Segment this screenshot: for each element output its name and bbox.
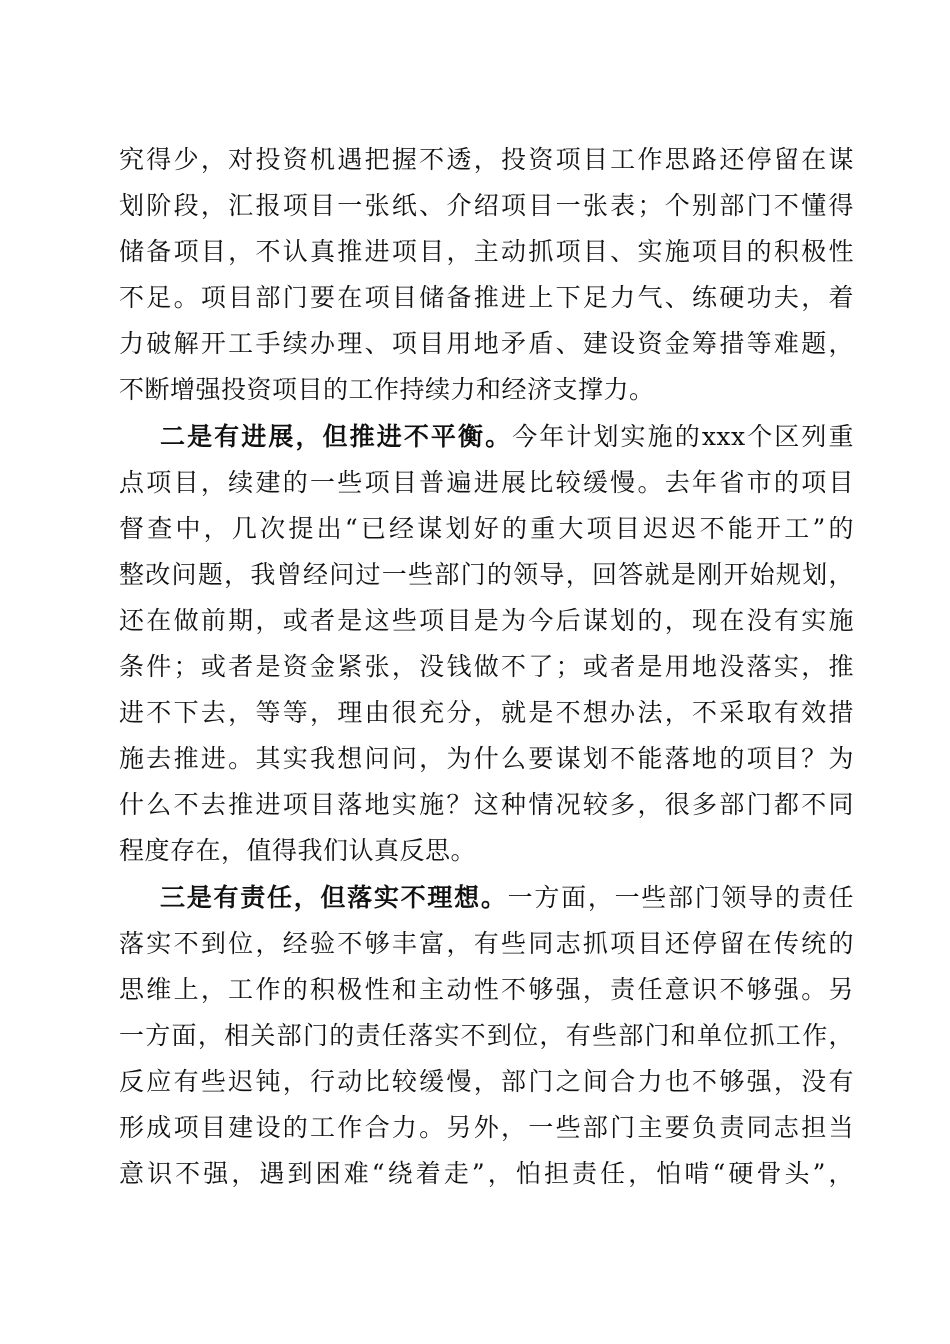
text-line: 程度存在，值得我们认真反思。 — [119, 836, 477, 865]
text-line: 什么不去推进项目落地实施？这种情况较多，很多部门都不同 — [119, 790, 854, 819]
text-line: 不足。项目部门要在项目储备推进上下足力气、练硬功夫，着 — [119, 283, 854, 312]
paragraph-2-first-line — [160, 414, 854, 460]
text-line: 不断增强投资项目的工作持续力和经济支撑力。 — [119, 375, 655, 404]
text-line: 究得少，对投资机遇把握不透，投资项目工作思路还停留在谋 — [119, 145, 854, 174]
text-line: 督查中，几次提出“已经谋划好的重大项目迟迟不能开工”的 — [119, 514, 854, 543]
text-line: 整改问题，我曾经问过一些部门的领导，回答就是刚开始规划， — [119, 560, 854, 589]
text-line: 点项目，续建的一些项目普遍进展比较缓慢。去年省市的项目 — [119, 468, 854, 497]
text-line: 形成项目建设的工作合力。另外，一些部门主要负责同志担当 — [119, 1113, 854, 1142]
paragraph-3-text: 一方面，一些部门领导的责任 — [507, 883, 854, 912]
text-line: 反应有些迟钝，行动比较缓慢，部门之间合力也不够强，没有 — [119, 1067, 854, 1096]
text-line: 还在做前期，或者是这些项目是为今后谋划的，现在没有实施 — [119, 606, 854, 635]
text-line: 意识不强，遇到困难“绕着走”，怕担责任，怕啃“硬骨头”， — [119, 1159, 854, 1188]
paragraph-3-first-line — [160, 875, 854, 921]
text-line: 力破解开工手续办理、项目用地矛盾、建设资金筹措等难题， — [119, 329, 854, 358]
text-line: 思维上，工作的积极性和主动性不够强，责任意识不够强。另 — [119, 975, 854, 1004]
text-line: 施去推进。其实我想问问，为什么要谋划不能落地的项目？为 — [119, 744, 854, 773]
text-line: 落实不到位，经验不够丰富，有些同志抓项目还停留在传统的 — [119, 929, 854, 958]
text-line: 一方面，相关部门的责任落实不到位，有些部门和单位抓工作， — [119, 1021, 854, 1050]
paragraph-2-text: 今年计划实施的xxx个区列重 — [512, 422, 854, 451]
text-line: 进不下去，等等，理由很充分，就是不想办法，不采取有效措 — [119, 698, 854, 727]
text-line: 储备项目，不认真推进项目，主动抓项目、实施项目的积极性 — [119, 237, 854, 266]
paragraph-2-heading: 二是有进展，但推进不平衡。 — [160, 422, 513, 451]
text-line: 划阶段，汇报项目一张纸、介绍项目一张表；个别部门不懂得 — [119, 191, 854, 220]
text-line: 条件；或者是资金紧张，没钱做不了；或者是用地没落实，推 — [119, 652, 854, 681]
paragraph-3-heading: 三是有责任，但落实不理想。 — [160, 883, 508, 912]
